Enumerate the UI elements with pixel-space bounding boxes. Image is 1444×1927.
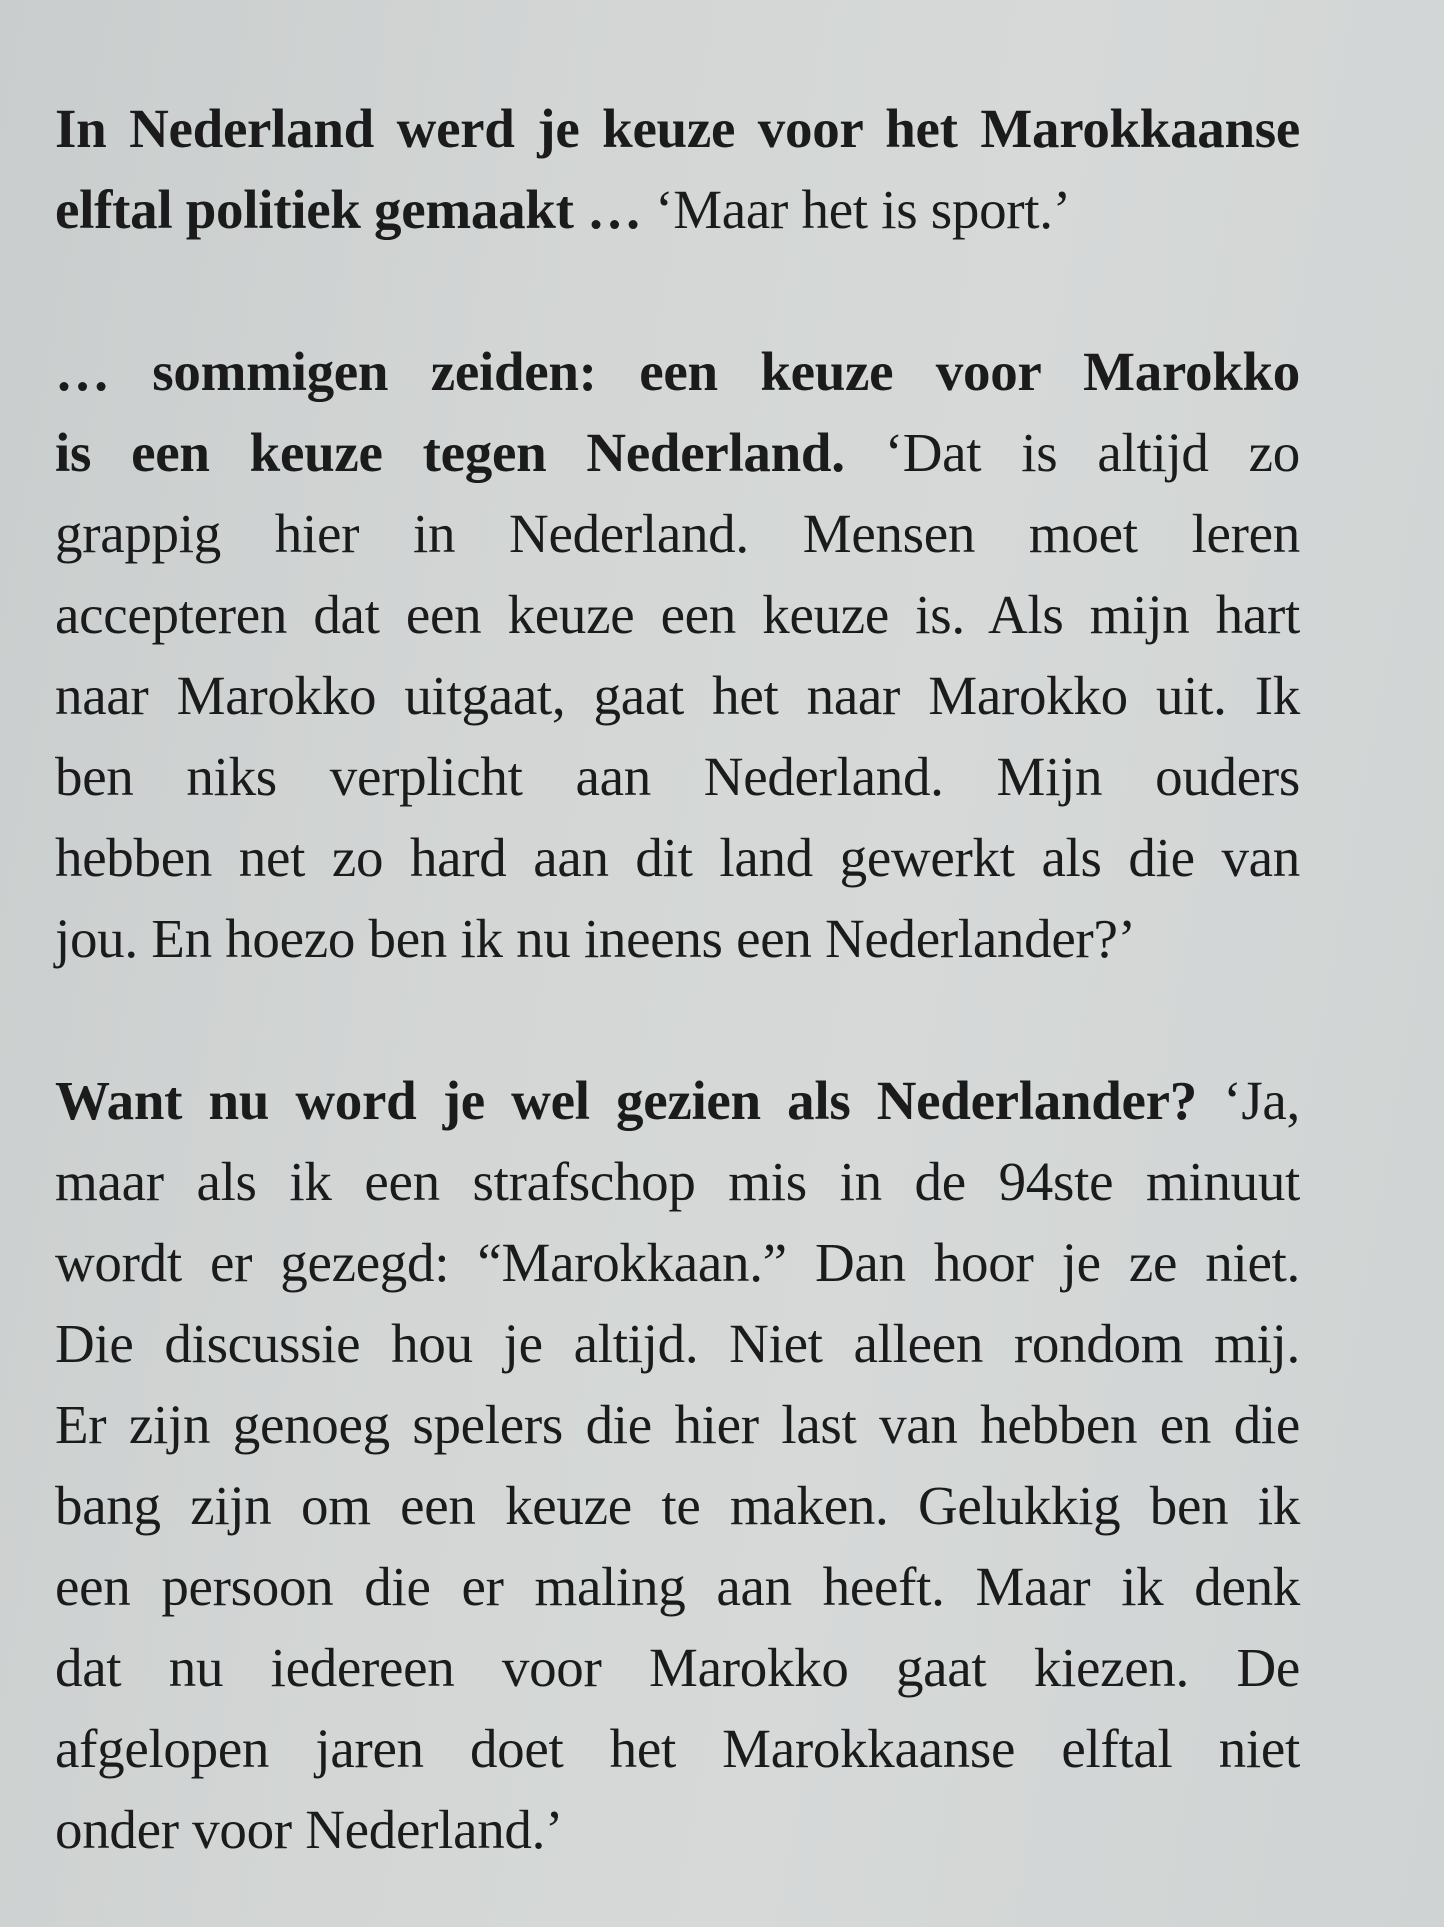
interview-question: is een keuze tegen Nederland. <box>55 422 845 483</box>
text-line <box>55 1222 1300 1303</box>
interview-answer: bang zijn om een keuze te maken. Gelukkig ben ik <box>55 1475 1300 1536</box>
text-line <box>55 655 1300 736</box>
interview-question: Want nu word je wel gezien als Nederlander? <box>55 1070 1197 1131</box>
interview-answer: Er zijn genoeg spelers die hier last van hebben en die <box>55 1394 1300 1455</box>
interview-answer: maar als ik een strafschop mis in de 94ste minuut <box>55 1151 1300 1212</box>
text-line <box>55 574 1300 655</box>
interview-answer: wordt er gezegd: “Marokkaan.” Dan hoor je ze niet. <box>55 1232 1300 1293</box>
interview-text <box>55 88 1300 1870</box>
interview-answer: hebben net zo hard aan dit land gewerkt als die van <box>55 827 1300 888</box>
interview-question: elftal politiek gemaakt … <box>55 179 642 240</box>
text-line <box>55 1627 1300 1708</box>
interview-answer: dat nu iedereen voor Marokko gaat kiezen. De <box>55 1637 1300 1698</box>
interview-question: In Nederland werd je keuze voor het Marokkaanse <box>55 98 1300 159</box>
interview-answer: onder voor Nederland.’ <box>55 1799 564 1860</box>
interview-answer: accepteren dat een keuze een keuze is. Als mijn hart <box>55 584 1300 645</box>
text-line <box>55 1141 1300 1222</box>
interview-question: … sommigen zeiden: een keuze voor Marokko <box>55 341 1300 402</box>
interview-answer: naar Marokko uitgaat, gaat het naar Marokko uit. Ik <box>55 665 1300 726</box>
interview-answer: ‘Maar het is sport.’ <box>641 179 1071 240</box>
interview-answer: een persoon die er maling aan heeft. Maar ik denk <box>55 1556 1300 1617</box>
text-line <box>55 169 1300 250</box>
text-line <box>55 1546 1300 1627</box>
interview-answer: ben niks verplicht aan Nederland. Mijn ouders <box>55 746 1300 807</box>
text-line <box>55 88 1300 169</box>
text-line <box>55 898 1300 979</box>
text-line <box>55 736 1300 817</box>
text-line <box>55 1303 1300 1384</box>
text-line <box>55 331 1300 412</box>
interview-answer: ‘Ja, <box>1196 1070 1300 1131</box>
paragraph-2 <box>55 331 1300 979</box>
paragraph-1 <box>55 88 1300 250</box>
interview-answer: jou. En hoezo ben ik nu ineens een Nederlander?’ <box>55 908 1136 969</box>
interview-answer: grappig hier in Nederland. Mensen moet leren <box>55 503 1300 564</box>
text-line <box>55 1060 1300 1141</box>
text-line <box>55 817 1300 898</box>
text-line <box>55 1708 1300 1789</box>
text-line <box>55 412 1300 493</box>
interview-answer: ‘Dat is altijd zo <box>844 422 1300 483</box>
paragraph-3 <box>55 1060 1300 1870</box>
interview-answer: afgelopen jaren doet het Marokkaanse elftal niet <box>55 1718 1300 1779</box>
text-line <box>55 1384 1300 1465</box>
text-line <box>55 1465 1300 1546</box>
text-line <box>55 1789 1300 1870</box>
interview-answer: Die discussie hou je altijd. Niet alleen rondom mij. <box>55 1313 1300 1374</box>
text-line <box>55 493 1300 574</box>
